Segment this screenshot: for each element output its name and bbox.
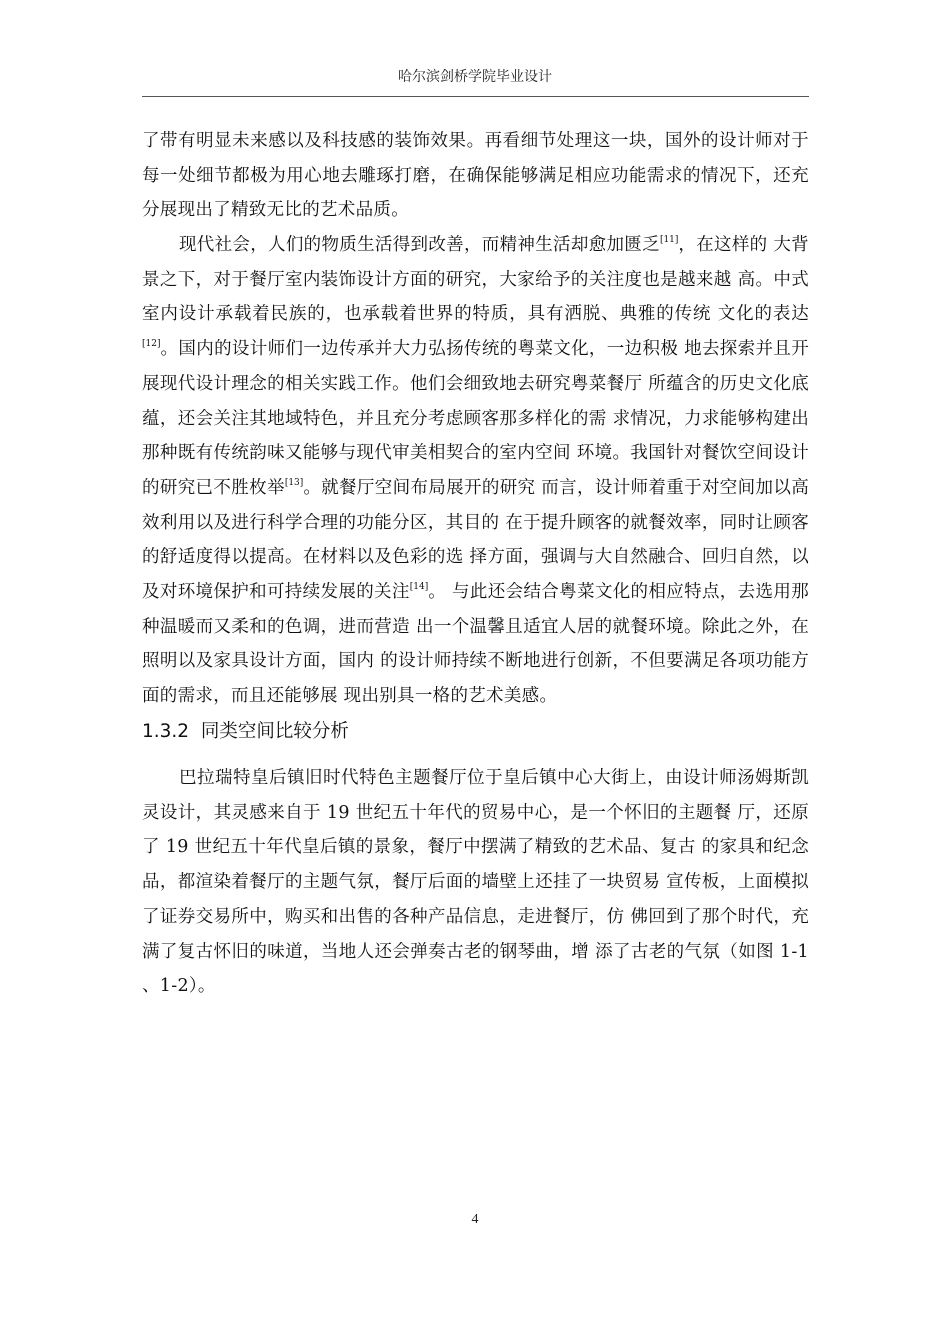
- paragraph-2-segment: 。 与此还会结合粤菜文化的相应特点，去选用那种温暖而又柔和的色调，进而营造 出一个温馨且适宜人居的就餐环境。除此之外，在照明以及家具设计方面，国内 的设计师持续不断地进行创新，不但要满足各项功能方面的需求，而且还能够展 现出别具一格的艺术美感。: [142, 582, 809, 707]
- citation-13: [13]: [284, 477, 304, 488]
- section-title: 同类空间比较分析: [200, 721, 349, 742]
- paragraph-continued: [142, 124, 809, 228]
- paragraph-ballarat: [142, 761, 815, 1004]
- paragraph-modern-society: [142, 228, 809, 714]
- page-header: 哈尔滨剑桥学院毕业设计: [398, 69, 552, 85]
- paragraph-2-segment: 。就餐厅空间布局展开的研究 而言，设计师着重于对空间加以高效利用以及进行科学合理的功能分区，其目的 在于提升顾客的就餐效率，同时让顾客的舒适度得以提高。在材料以及色彩的选 择方面，强调与大自然融合、回归自然，以及对环境保护和可持续发展的关注: [142, 477, 810, 603]
- paragraph-2: [142, 228, 809, 714]
- citation-11: [11]: [659, 235, 679, 245]
- page-number: 4: [471, 1212, 479, 1227]
- paragraph-2-segment: 。国内的设计师们一边传承并大力弘扬传统的粤菜文化，一边积极 地去探索并且开展现代设计理念的相关实践工作。他们会细致地去研究粤菜餐厅 所蕴含的历史文化底蕴，还会关注其地域特色，并且充分考虑顾客那多样化的需 求情况，力求能够构建出那种既有传统韵味又能够与现代审美相契合的室内空间 环境。我国针对餐饮空间设计的研究已不胜枚举: [142, 339, 809, 498]
- paragraph-2-segment: 现代社会，人们的物质生活得到改善，而精神生活却愈加匮乏: [179, 235, 660, 255]
- paragraph-3: 巴拉瑞特皇后镇旧时代特色主题餐厅位于皇后镇中心大街上，由设计师汤姆斯凯灵设计，其灵感来自于 19 世纪五十年代的贸易中心，是一个怀旧的主题餐 厅，还原了 19 世纪五十年代皇后镇的景象，餐厅中摆满了精致的艺术品、复古 的家具和纪念品，都渲染着餐厅的主题气氛，餐厅后面的墙壁上还挂了一块贸易 宣传板，上面模拟了证券交易所中，购买和出售的各种产品信息，走进餐厅，仿 佛回到了那个时代，充满了复古怀旧的味道，当地人还会弹奏古老的钢琴曲，增 添了古老的气氛（如图 1-1 、1-2）。: [142, 768, 815, 997]
- section-heading: [142, 715, 809, 749]
- paragraph-2-segment: ，在这样的 大背景之下，对于餐厅室内装饰设计方面的研究，大家给予的关注度也是越来越 高。中式室内设计承载着民族的，也承载着世界的特质，具有洒脱、典雅的传统 文化的表达: [142, 235, 809, 325]
- section-number: 1.3.2: [142, 721, 190, 742]
- paragraph-1: 了带有明显未来感以及科技感的装饰效果。再看细节处理这一块，国外的设计师对于每一处细节都极为用心地去雕琢打磨，在确保能够满足相应功能需求的情况下，还充分展现出了精致无比的艺术品质。: [142, 131, 809, 221]
- citation-12: [12]: [142, 339, 161, 350]
- citation-14: [14]: [409, 582, 429, 593]
- header-divider: [142, 96, 809, 97]
